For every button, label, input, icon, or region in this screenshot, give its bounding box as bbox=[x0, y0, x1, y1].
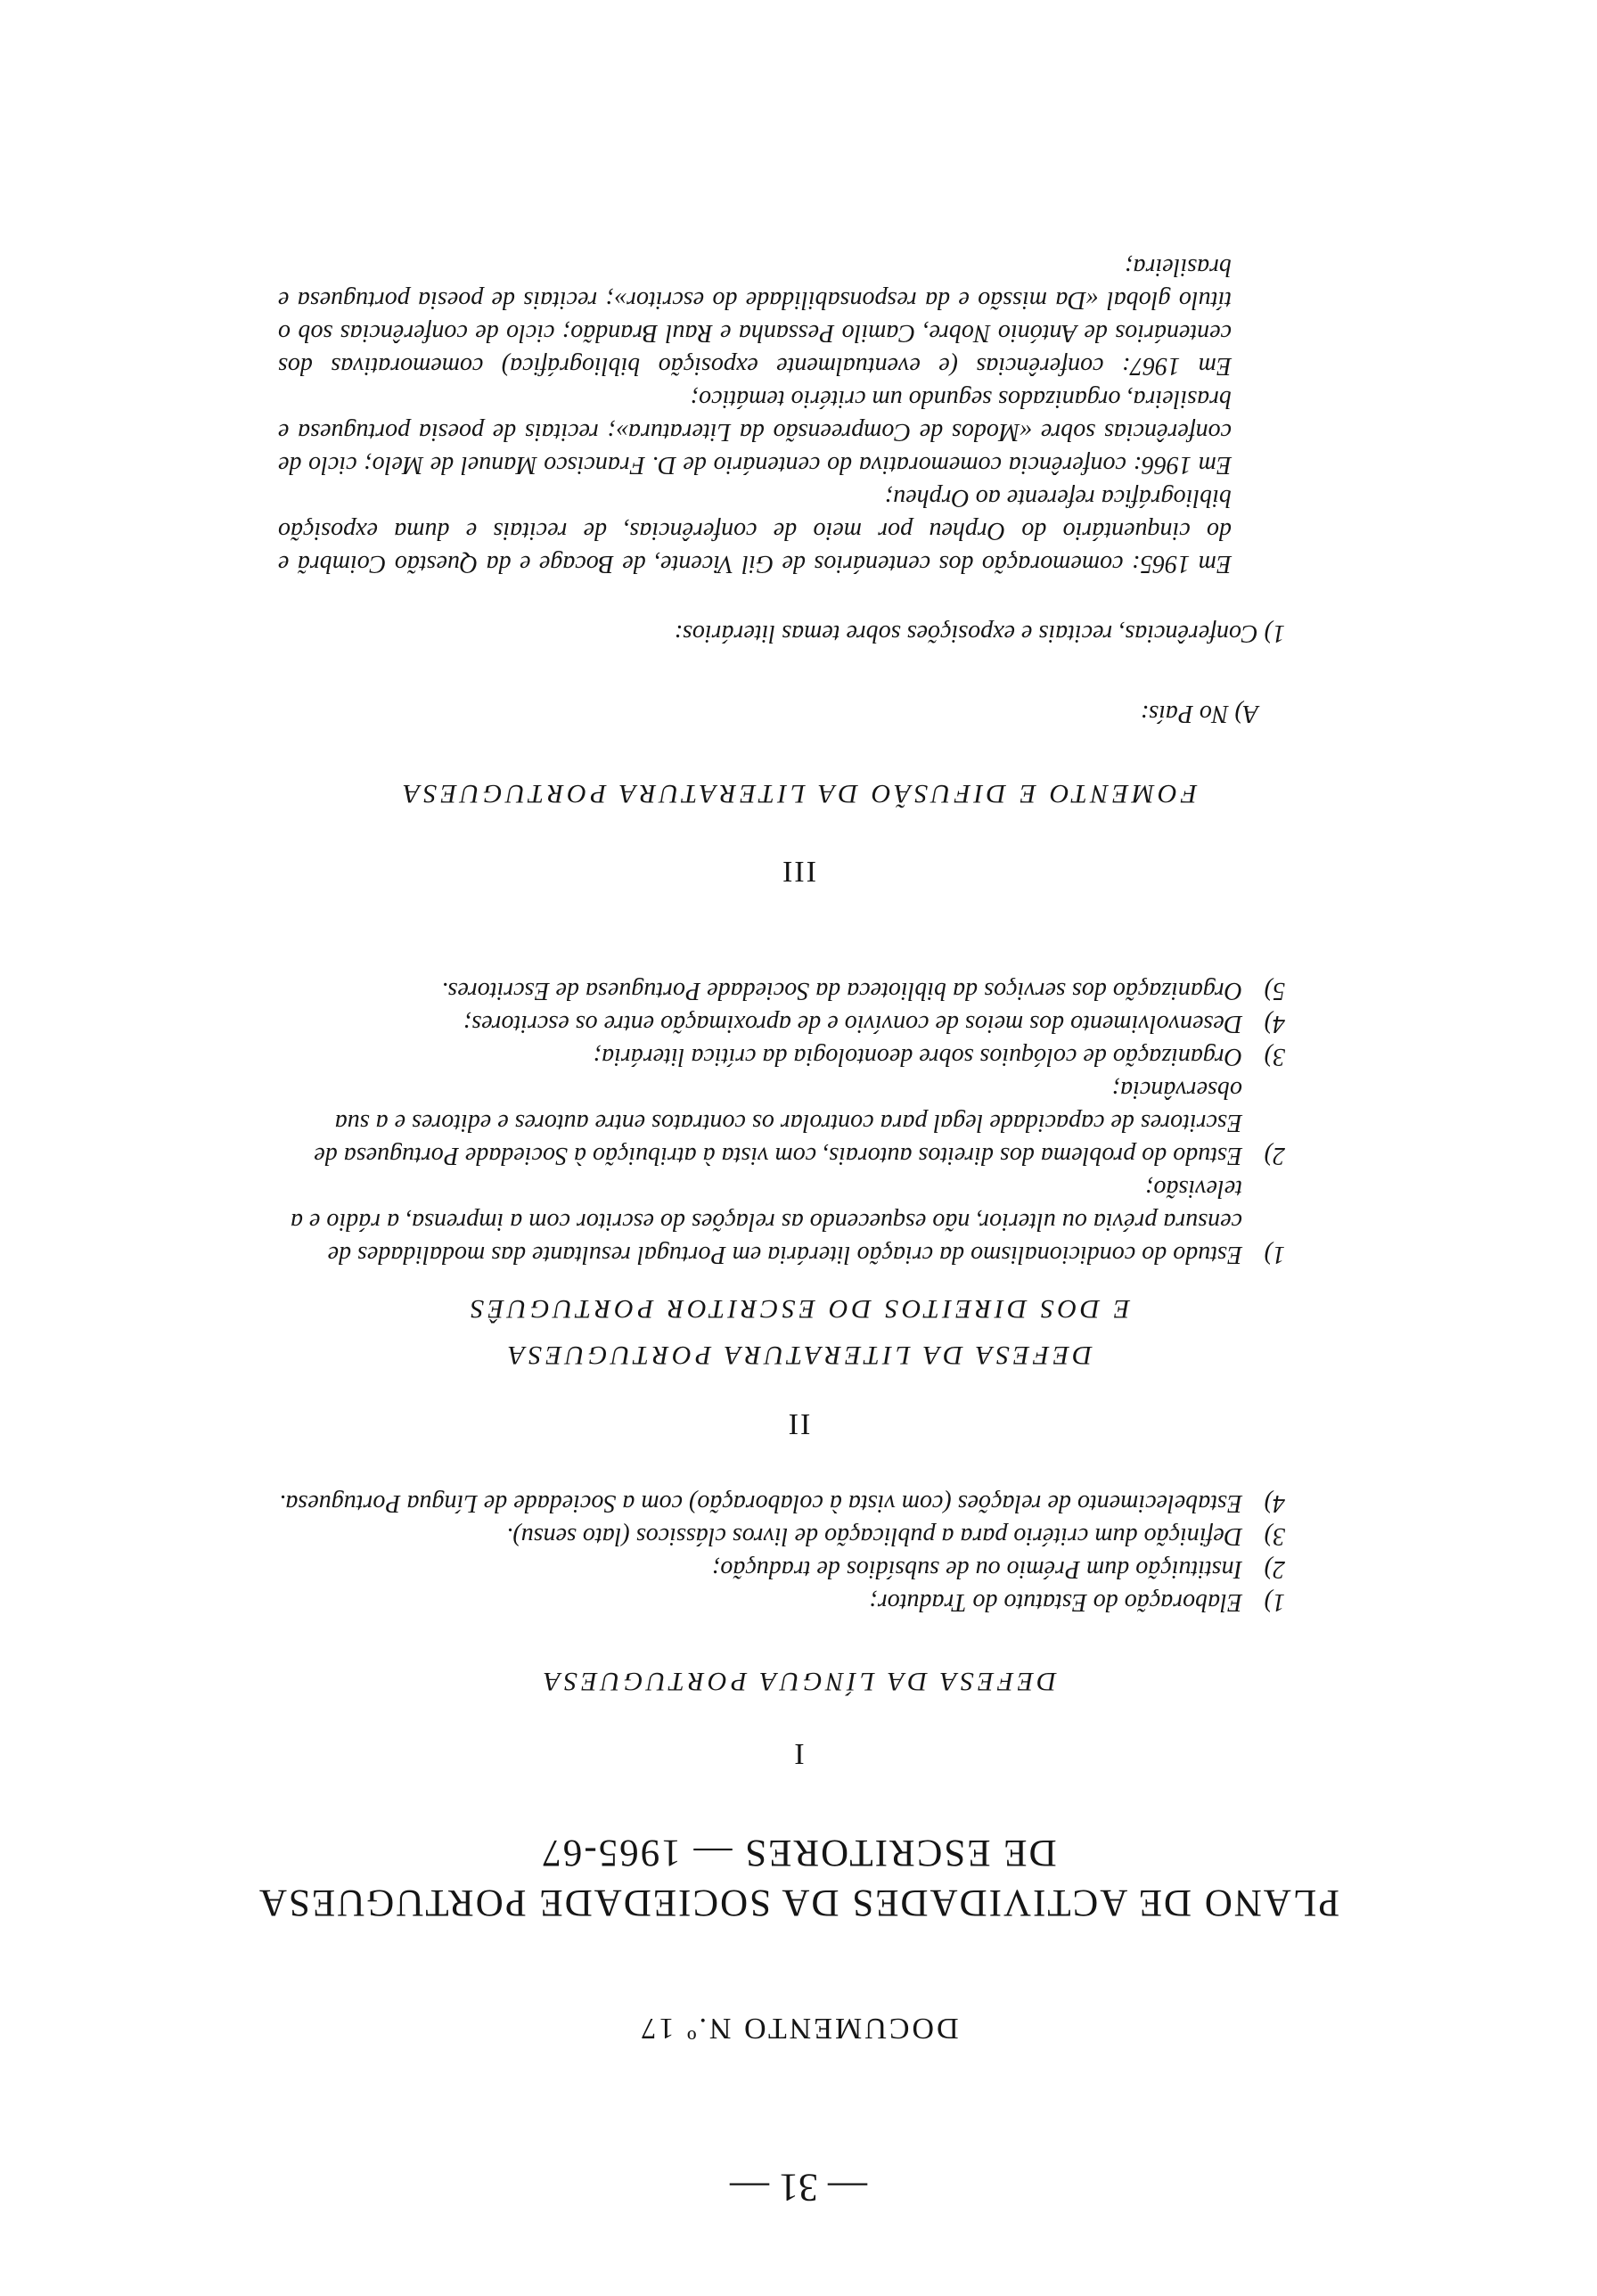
page-number: — 31 — bbox=[730, 2166, 867, 2210]
item-text: Instituição dum Prémio ou de subsídios de tradução; bbox=[712, 1555, 1242, 1583]
item-number: 3) bbox=[1264, 1522, 1285, 1550]
item-text: Estudo do problema dos direitos autorais, com vista à atribuição à Sociedade Portuguesa de Escritores de capacidade legal para controlar os contratos entre autores e editores e a sua observância; bbox=[314, 1076, 1242, 1169]
list-item bbox=[278, 1586, 1285, 1619]
item-number: 2) bbox=[1264, 1555, 1285, 1583]
section-2-list bbox=[278, 974, 1285, 1271]
section-1-numeral: I bbox=[792, 1737, 805, 1770]
list-item bbox=[278, 974, 1285, 1007]
item-text: Organização dos serviços da biblioteca da Sociedade Portuguesa de Escritores. bbox=[441, 977, 1242, 1004]
item-number: 1) bbox=[1264, 1241, 1285, 1268]
section-1-list bbox=[278, 1487, 1285, 1619]
section-2-numeral: II bbox=[786, 1407, 811, 1440]
item-text: Desenvolvimento dos meios de convívio e de aproximação entre os escritores; bbox=[463, 1010, 1242, 1037]
item-text: Elaboração do Estatuto do Tradutor; bbox=[869, 1588, 1242, 1616]
section-3-subheading: A) No País: bbox=[1140, 700, 1258, 727]
section-3-item-1: 1) Conferências, recitais e exposições sobre temas literários: bbox=[674, 619, 1285, 647]
item-number: 2) bbox=[1264, 1142, 1285, 1169]
item-number: 3) bbox=[1264, 1043, 1285, 1070]
list-item bbox=[278, 1487, 1285, 1520]
list-item bbox=[278, 1553, 1285, 1586]
list-item bbox=[278, 1040, 1285, 1073]
item-text: Estabelecimento de relações (com vista à colaboração) com a Sociedade de Língua Portuguesa. bbox=[279, 1489, 1242, 1517]
title-line-2: DE ESCRITORES — 1965-67 bbox=[540, 1832, 1057, 1874]
document-number: DOCUMENTO N.º 17 bbox=[638, 2012, 959, 2045]
section-1-heading: DEFESA DA LÍNGUA PORTUGUESA bbox=[540, 1667, 1057, 1696]
section-2-heading-line-1: DEFESA DA LITERATURA PORTUGUESA bbox=[504, 1341, 1093, 1370]
paragraph-1967: Em 1967: conferências (e eventualmente exposição bibliográfica) comemorativas dos centenários de António Nobre, Camilo Pessanha e Raul Brandão; ciclo de conferências sob o título global «Da missão e da responsabilidade do escritor»; recitais de poesia portuguesa e brasileira; bbox=[278, 253, 1232, 380]
title-line-1: PLANO DE ACTIVIDADES DA SOCIEDADE PORTUGUESA bbox=[257, 1882, 1340, 1923]
paragraph-1966: Em 1966: conferência comemorativa do centenário de D. Francisco Manuel de Melo; ciclo de conferências sobre «Modos de Compreensão da Literatura»; recitais de poesia portuguesa e brasileira, organizados segundo um critério temático; bbox=[278, 385, 1232, 479]
list-item bbox=[278, 1520, 1285, 1553]
item-text: Definição dum critério para a publicação de livros clássicos (lato sensu). bbox=[506, 1522, 1242, 1550]
section-2-heading bbox=[0, 1285, 1597, 1378]
item-number: 1) bbox=[1264, 1588, 1285, 1616]
section-3-paragraphs bbox=[278, 250, 1285, 580]
list-item bbox=[278, 1073, 1285, 1172]
item-number: 4) bbox=[1264, 1489, 1285, 1517]
section-3-heading: FOMENTO E DIFUSÃO DA LITERATURA PORTUGUESA bbox=[399, 779, 1198, 808]
document-title bbox=[0, 1827, 1597, 1927]
list-item bbox=[278, 1172, 1285, 1271]
section-3-numeral: III bbox=[781, 855, 816, 888]
section-2-heading-line-2: E DOS DIREITOS DO ESCRITOR PORTUGUÊS bbox=[467, 1294, 1130, 1324]
list-item bbox=[278, 1007, 1285, 1040]
item-text: Organização de colóquios sobre deontologia da crítica literária; bbox=[593, 1043, 1242, 1070]
item-number: 5) bbox=[1264, 977, 1285, 1004]
item-number: 4) bbox=[1264, 1010, 1285, 1037]
item-text: Estudo do condicionalismo da criação literária em Portugal resultante das modalidades de censura prévia ou ulterior, não esquecendo as relações do escritor com a imprensa, a rádio e a televisão; bbox=[291, 1175, 1242, 1268]
paragraph-1965: Em 1965: comemoração dos centenários de Gil Vicente, de Bocage e da Questão Coimbrã e do cinquentário do Orpheu por meio de conferências, de recitais e duma exposição bibliográfica referente ao Orpheu; bbox=[278, 484, 1232, 578]
